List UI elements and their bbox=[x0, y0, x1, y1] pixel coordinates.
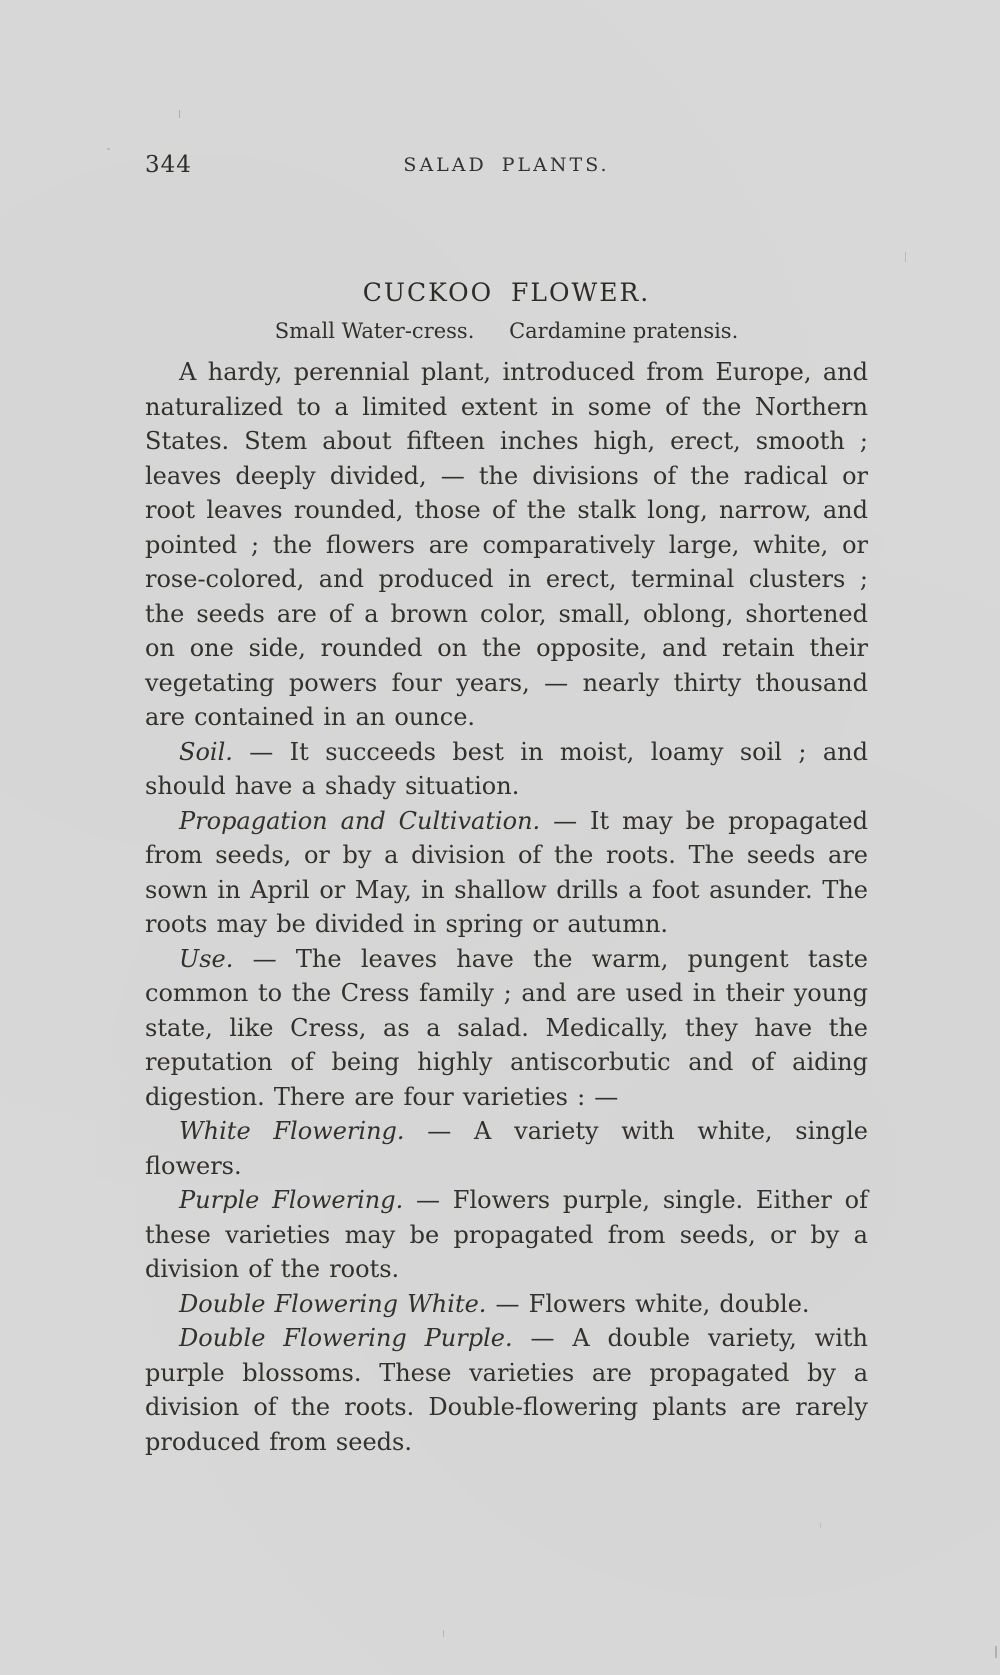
paragraph-double-white bbox=[145, 1287, 868, 1322]
paragraph-lead: Double Flowering White. bbox=[179, 1289, 487, 1318]
paragraph-body: — Flowers white, double. bbox=[486, 1289, 810, 1318]
paragraph-body: — Flowers purple, single. Either of these varieties may be propagated from seeds, or by a division of the roots. bbox=[145, 1186, 869, 1283]
paragraph-body: — A variety with white, single flowers. bbox=[145, 1117, 868, 1180]
scan-speckle bbox=[905, 252, 906, 262]
paragraph-lead: White Flowering. bbox=[179, 1117, 405, 1145]
paragraph-lead: Use. bbox=[179, 944, 234, 973]
entry-subtitle bbox=[145, 319, 868, 343]
scan-speckle bbox=[820, 1523, 821, 1528]
paragraph-lead: Soil. bbox=[179, 737, 233, 766]
paragraph-body: — It succeeds best in moist, loamy soil ; and should have a shady situation. bbox=[145, 737, 868, 800]
paragraph-lead: Purple Flowering. bbox=[179, 1186, 404, 1214]
paragraph-lead: Double Flowering Purple. bbox=[179, 1324, 513, 1352]
running-header-title: SALAD PLANTS. bbox=[403, 154, 610, 176]
body-text bbox=[145, 355, 868, 1459]
paragraph-body: — The leaves have the warm, pungent taste common to the Cress family ; and are used in their young state, like Cress, as a salad. Medically, they have the reputation of being highly antiscorbutic and of aiding digestion. There are four varieties : — bbox=[145, 944, 868, 1111]
page-number: 344 bbox=[145, 152, 192, 178]
paragraph-purple-flowering bbox=[145, 1183, 868, 1287]
paragraph-body: — It may be propagated from seeds, or by a division of the roots. The seeds are sown in April or May, in shallow drills a foot asunder. The roots may be divided in spring or autumn. bbox=[145, 806, 868, 938]
paragraph-soil bbox=[145, 735, 868, 804]
paragraph-lead: Propagation and Cultivation. bbox=[179, 806, 541, 835]
common-name: Small Water-cress. bbox=[274, 319, 475, 343]
paragraph-use bbox=[145, 942, 868, 1115]
paragraph-body: — A double variety, with purple blossoms. These varieties are propagated by a division of the roots. Double-flowering plants are rarely produced from seeds. bbox=[145, 1324, 869, 1456]
paragraph-double-purple bbox=[145, 1321, 868, 1459]
entry-title: CUCKOO FLOWER. bbox=[362, 278, 651, 307]
latin-name: Cardamine pratensis. bbox=[509, 319, 739, 343]
running-head bbox=[145, 152, 868, 180]
scan-speckle bbox=[995, 1646, 997, 1658]
paragraph-propagation bbox=[145, 804, 868, 942]
scan-speckle bbox=[443, 1630, 444, 1637]
paragraph-description bbox=[145, 355, 868, 735]
paragraph-body: A hardy, perennial plant, introduced from Europe, and naturalized to a limited extent in some of the Northern States. Stem about fifteen inches high, erect, smooth ; leaves deeply divided, — the divisions of the radical or root leaves rounded, those of the stalk long, narrow, and pointed ; the flowers are comparatively large, white, or rose-colored, and produced in erect, terminal clusters ; the seeds are of a brown color, small, oblong, shortened on one side, rounded on the opposite, and retain their vegetating powers four years, — nearly thirty thousand are contained in an ounce. bbox=[145, 358, 868, 731]
scan-speckle bbox=[179, 110, 180, 118]
scan-speckle bbox=[107, 148, 110, 150]
paragraph-white-flowering bbox=[145, 1114, 868, 1183]
